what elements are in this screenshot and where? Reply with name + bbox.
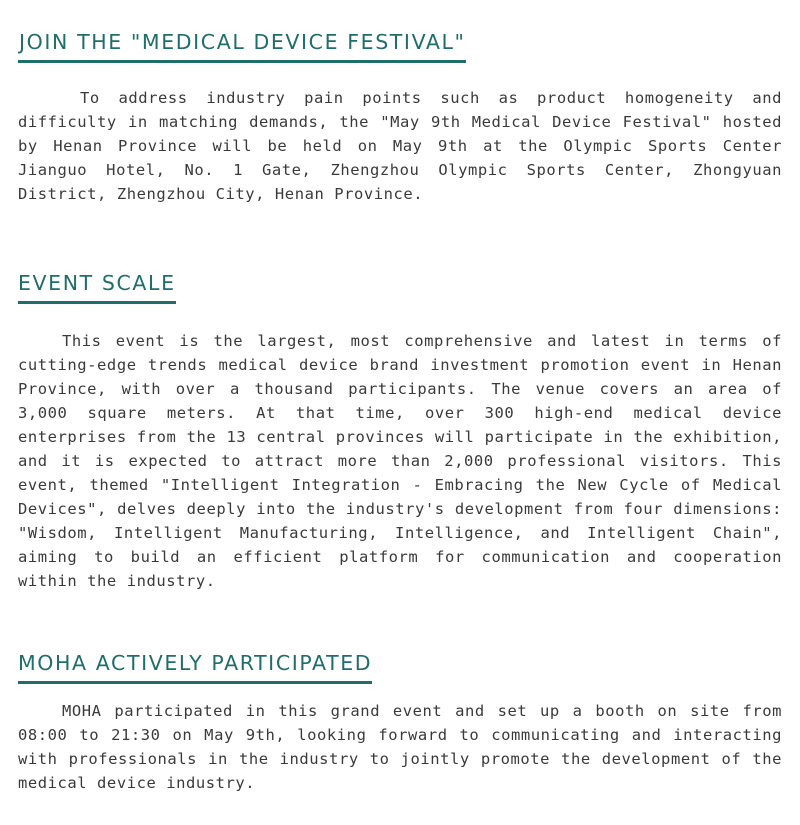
section-heading: JOIN THE "MEDICAL DEVICE FESTIVAL" — [18, 30, 466, 63]
section-moha-participated — [18, 651, 782, 795]
section-body: MOHA participated in this grand event and set up a booth on site from 08:00 to 21:30 on May 9th, looking forward to communicating and interacting with professionals in the industry to jointly promote the development of the medical device industry. — [18, 702, 782, 792]
section-event-scale — [18, 271, 782, 593]
section-body: This event is the largest, most comprehensive and latest in terms of cutting-edge trends medical device brand investment promotion event in Henan Province, with over a thousand participants. The venue covers an area of 3,000 square meters. At that time, over 300 high-end medical device enterprises from the 13 central provinces will participate in the exhibition, and it is expected to attract more than 2,000 professional visitors. This event, themed "Intelligent Integration - Embracing the New Cycle of Medical Devices", delves deeply into the industry's development from four dimensions: "Wisdom, Intelligent Manufacturing, Intelligence, and Intelligent Chain", aiming to build an efficient platform for communication and cooperation within the industry. — [18, 332, 782, 590]
section-join-festival — [18, 30, 782, 206]
section-body: To address industry pain points such as product homogeneity and difficulty in matching demands, the "May 9th Medical Device Festival" hosted by Henan Province will be held on May 9th at the Olympic Sports Center Jianguo Hotel, No. 1 Gate, Zhengzhou Olympic Sports Center, Zhongyuan District, Zhengzhou City, Henan Province. — [18, 89, 782, 203]
section-heading: EVENT SCALE — [18, 271, 176, 304]
section-heading: MOHA ACTIVELY PARTICIPATED — [18, 651, 372, 684]
